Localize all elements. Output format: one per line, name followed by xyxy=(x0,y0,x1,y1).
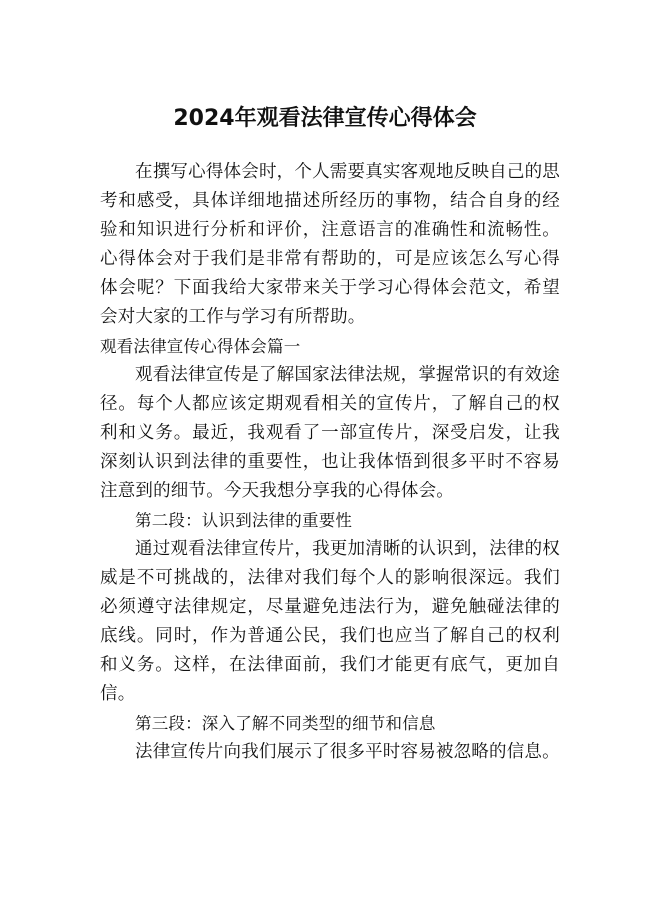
intro-paragraph: 在撰写心得体会时，个人需要真实客观地反映自己的思考和感受，具体详细地描述所经历的事物，结合自身的经验和知识进行分析和评价，注意语言的准确性和流畅性。心得体会对于我们是非常有帮助的，可是应该怎么写心得体会呢？下面我给大家带来关于学习心得体会范文，希望会对大家的工作与学习有所帮助。 xyxy=(100,162,560,327)
section-paragraph-3: 法律宣传片向我们展示了很多平时容易被忽略的信息。 xyxy=(135,742,560,762)
section-subheading-2: 第二段：认识到法律的重要性 xyxy=(135,511,353,530)
page-title: 2024年观看法律宣传心得体会 xyxy=(173,106,477,131)
section-paragraph-1: 观看法律宣传是了解国家法律法规，掌握常识的有效途径。每个人都应该定期观看相关的宣传片，了解自己的权利和义务。最近，我观看了一部宣传片，深受启发，让我深刻认识到法律的重要性，也让我体悟到很多平时不容易注意到的细节。今天我想分享我的心得体会。 xyxy=(100,365,560,501)
document-body xyxy=(100,158,560,767)
section-heading: 观看法律宣传心得体会篇一 xyxy=(100,337,301,356)
section-paragraph-2: 通过观看法律宣传片，我更加清晰的认识到，法律的权威是不可挑战的，法律对我们每个人的影响很深远。我们必须遵守法律规定，尽量避免违法行为，避免触碰法律的底线。同时，作为普通公民，我们也应当了解自己的权利和义务。这样，在法律面前，我们才能更有底气，更加自信。 xyxy=(100,539,560,704)
section-subheading-3: 第三段：深入了解不同类型的细节和信息 xyxy=(135,714,436,733)
